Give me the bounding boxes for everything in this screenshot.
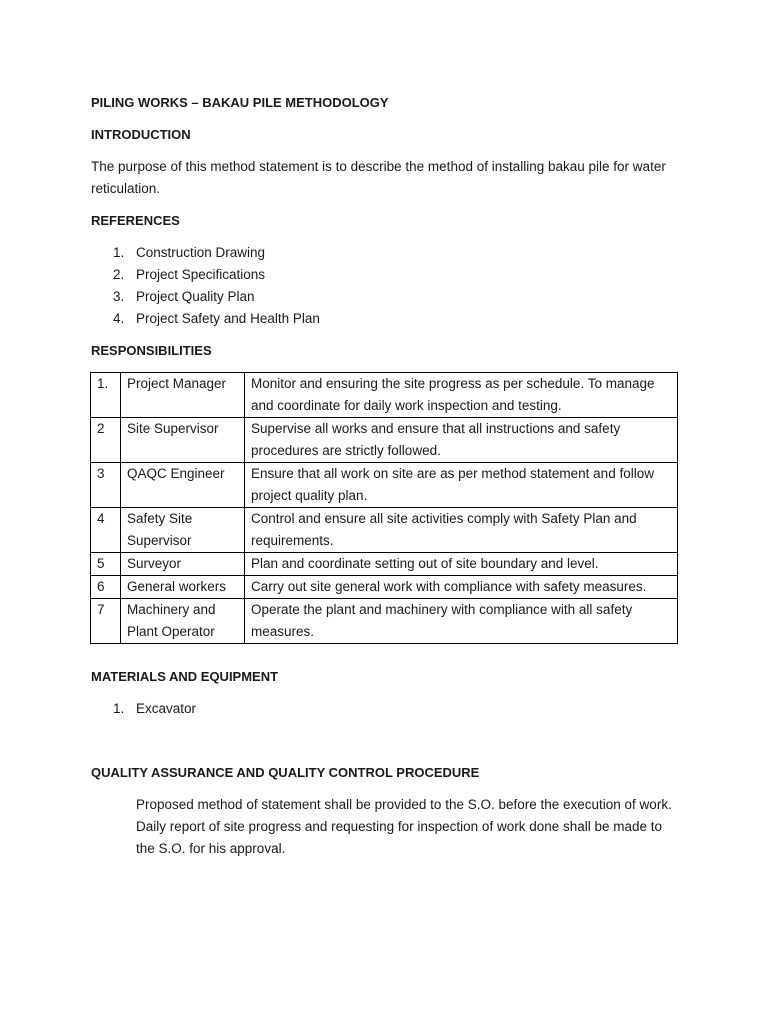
introduction-text: The purpose of this method statement is to describe the method of installing bakau pile for water reticulation. bbox=[91, 159, 666, 196]
list-item-number: 2. bbox=[113, 267, 125, 282]
references-list bbox=[91, 242, 320, 330]
list-item-text: Excavator bbox=[136, 701, 197, 716]
list-item-text: Project Safety and Health Plan bbox=[136, 311, 320, 326]
row-number: 4 bbox=[91, 508, 121, 553]
row-role: Safety Site Supervisor bbox=[121, 508, 245, 553]
list-item-text: Project Specifications bbox=[136, 267, 266, 282]
table-row bbox=[91, 418, 678, 463]
row-number: 1. bbox=[91, 373, 121, 418]
row-duty: Supervise all works and ensure that all instructions and safety procedures are strictly followed. bbox=[245, 418, 678, 463]
row-duty: Plan and coordinate setting out of site boundary and level. bbox=[245, 553, 678, 576]
row-duty: Control and ensure all site activities comply with Safety Plan and requirements. bbox=[245, 508, 678, 553]
row-number: 3 bbox=[91, 463, 121, 508]
row-number: 2 bbox=[91, 418, 121, 463]
materials-heading: MATERIALS AND EQUIPMENT bbox=[91, 669, 279, 684]
list-item-text: Project Quality Plan bbox=[136, 289, 255, 304]
list-item bbox=[91, 698, 196, 720]
list-item-number: 1. bbox=[113, 245, 125, 260]
table-row bbox=[91, 599, 678, 644]
responsibilities-table bbox=[90, 372, 678, 644]
document-title: PILING WORKS – BAKAU PILE METHODOLOGY bbox=[91, 95, 389, 110]
row-role: Site Supervisor bbox=[121, 418, 245, 463]
list-item-number: 3. bbox=[113, 289, 125, 304]
row-number: 6 bbox=[91, 576, 121, 599]
qaqc-heading: QUALITY ASSURANCE AND QUALITY CONTROL PROCEDURE bbox=[91, 765, 480, 780]
table-row bbox=[91, 553, 678, 576]
references-heading: REFERENCES bbox=[91, 213, 180, 228]
table-row bbox=[91, 576, 678, 599]
list-item-number: 4. bbox=[113, 311, 125, 326]
list-item bbox=[91, 264, 320, 286]
row-number: 7 bbox=[91, 599, 121, 644]
row-duty: Ensure that all work on site are as per method statement and follow project quality plan. bbox=[245, 463, 678, 508]
row-number: 5 bbox=[91, 553, 121, 576]
qaqc-text: Proposed method of statement shall be provided to the S.O. before the execution of work. Daily report of site progress and requesting for inspection of work done shall be made to the S.O. for his approval. bbox=[136, 797, 672, 856]
table-row bbox=[91, 508, 678, 553]
row-duty: Operate the plant and machinery with compliance with all safety measures. bbox=[245, 599, 678, 644]
table-row bbox=[91, 463, 678, 508]
list-item bbox=[91, 242, 320, 264]
list-item bbox=[91, 286, 320, 308]
row-role: Machinery and Plant Operator bbox=[121, 599, 245, 644]
row-role: General workers bbox=[121, 576, 245, 599]
introduction-heading: INTRODUCTION bbox=[91, 127, 191, 142]
materials-list bbox=[91, 698, 196, 720]
list-item bbox=[91, 308, 320, 330]
row-role: QAQC Engineer bbox=[121, 463, 245, 508]
row-role: Project Manager bbox=[121, 373, 245, 418]
row-duty: Carry out site general work with compliance with safety measures. bbox=[245, 576, 678, 599]
row-role: Surveyor bbox=[121, 553, 245, 576]
list-item-text: Construction Drawing bbox=[136, 245, 266, 260]
list-item-number: 1. bbox=[113, 701, 125, 716]
table-row bbox=[91, 373, 678, 418]
row-duty: Monitor and ensuring the site progress as per schedule. To manage and coordinate for daily work inspection and testing. bbox=[245, 373, 678, 418]
responsibilities-heading: RESPONSIBILITIES bbox=[91, 343, 212, 358]
